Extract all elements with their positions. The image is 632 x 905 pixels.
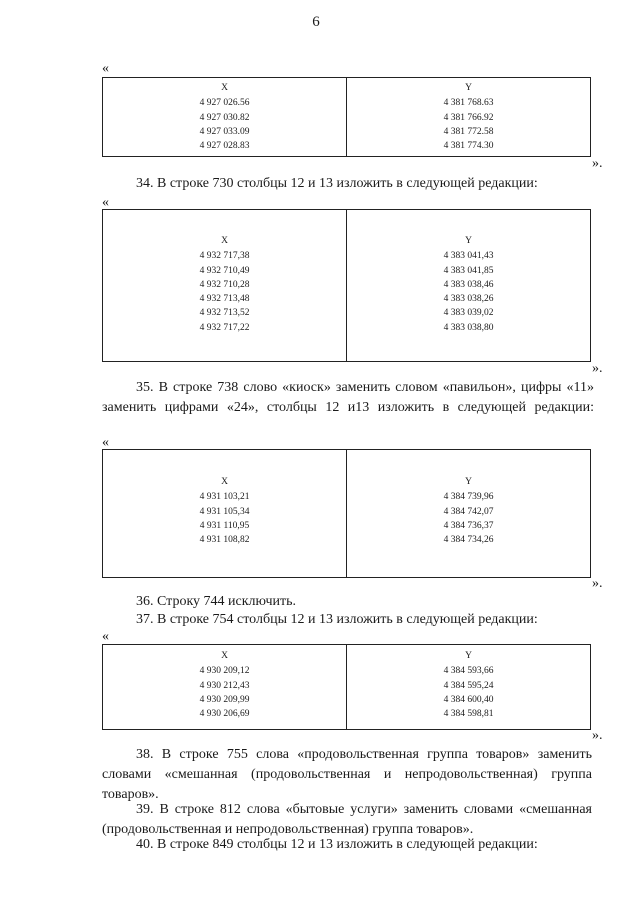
coordinate-cell: 4 383 038,46 <box>443 279 494 290</box>
coordinate-cell: 4 381 774.30 <box>443 141 494 152</box>
coordinates-table <box>102 209 591 362</box>
coordinate-cell: 4 932 717,22 <box>199 322 250 333</box>
coordinate-cell: 4 930 209,12 <box>199 666 250 677</box>
coordinate-cell: 4 381 768.63 <box>443 98 494 109</box>
y-header: Y <box>465 651 472 661</box>
x-column <box>103 645 346 729</box>
coordinate-cell: 4 931 108,82 <box>199 535 250 546</box>
coordinate-cell: 4 932 717,38 <box>199 251 250 262</box>
x-header: X <box>221 477 228 487</box>
coordinate-cell: 4 930 212,43 <box>199 680 250 691</box>
x-header: X <box>221 236 228 246</box>
paragraph-39: 39. В строке 812 слова «бытовые услуги» заменить словами «смешанная (продовольственная и непродовольственная) группа товаров». <box>102 802 592 837</box>
quote-open: « <box>102 195 109 210</box>
coordinates-table <box>102 644 591 730</box>
coordinate-cell: 4 931 105,34 <box>199 506 250 517</box>
quote-close: ». <box>592 576 603 591</box>
coordinate-cell: 4 927 026.56 <box>199 98 250 109</box>
coordinate-cell: 4 932 710,49 <box>199 265 250 276</box>
coordinate-cell: 4 384 739,96 <box>443 492 494 503</box>
coordinate-cell: 4 384 742,07 <box>443 506 494 517</box>
y-header: Y <box>465 83 472 93</box>
page-number: 6 <box>312 14 320 30</box>
x-header: X <box>221 83 228 93</box>
quote-open: « <box>102 61 109 76</box>
paragraph-40: 40. В строке 849 столбцы 12 и 13 изложить в следующей редакции: <box>136 837 538 852</box>
coordinate-cell: 4 930 209,99 <box>199 694 250 705</box>
coordinate-cell: 4 384 595,24 <box>443 680 494 691</box>
x-column <box>103 210 346 361</box>
coordinate-cell: 4 927 030.82 <box>199 112 250 123</box>
coordinate-cell: 4 932 713,48 <box>199 294 250 305</box>
coordinate-cell: 4 927 033.09 <box>199 126 250 137</box>
coordinate-cell: 4 383 038,80 <box>443 322 494 333</box>
quote-open: « <box>102 435 109 450</box>
y-header: Y <box>465 236 472 246</box>
coordinate-cell: 4 383 041,43 <box>443 251 494 262</box>
paragraph-38: 38. В строке 755 слова «продовольственная группа товаров» заменить словами «смешанная (продовольственная и непродовольственная) группа товаров». <box>102 747 592 802</box>
coordinate-cell: 4 930 206,69 <box>199 709 250 720</box>
coordinates-table <box>102 77 591 157</box>
coordinate-cell: 4 383 039,02 <box>443 308 494 319</box>
coordinates-table <box>102 449 591 578</box>
coordinate-cell: 4 932 710,28 <box>199 279 250 290</box>
coordinate-cell: 4 931 110,95 <box>199 520 250 531</box>
coordinate-cell: 4 384 598,81 <box>443 709 494 720</box>
y-column <box>346 450 590 577</box>
y-column <box>346 645 590 729</box>
quote-close: ». <box>592 156 603 171</box>
paragraph-37: 37. В строке 754 столбцы 12 и 13 изложить в следующей редакции: <box>136 612 538 627</box>
coordinate-cell: 4 927 028.83 <box>199 141 250 152</box>
paragraph-34: 34. В строке 730 столбцы 12 и 13 изложить в следующей редакции: <box>136 176 538 191</box>
coordinate-cell: 4 384 736,37 <box>443 520 494 531</box>
paragraph-35: 35. В строке 738 слово «киоск» заменить словом «павильон», цифры «11» заменить цифрами «24», столбцы 12 и13 изложить в следующей редакции: <box>102 380 594 415</box>
y-header: Y <box>465 477 472 487</box>
coordinate-cell: 4 383 041,85 <box>443 265 494 276</box>
coordinate-cell: 4 931 103,21 <box>199 492 250 503</box>
coordinate-cell: 4 932 713,52 <box>199 308 250 319</box>
x-header: X <box>221 651 228 661</box>
coordinate-cell: 4 383 038,26 <box>443 294 494 305</box>
coordinate-cell: 4 381 772.58 <box>443 126 494 137</box>
quote-open: « <box>102 629 109 644</box>
coordinate-cell: 4 384 734,26 <box>443 535 494 546</box>
x-column <box>103 78 346 156</box>
coordinate-cell: 4 384 593,66 <box>443 666 494 677</box>
quote-close: ». <box>592 361 603 376</box>
x-column <box>103 450 346 577</box>
coordinate-cell: 4 384 600,40 <box>443 694 494 705</box>
y-column <box>346 78 590 156</box>
coordinate-cell: 4 381 766.92 <box>443 112 494 123</box>
quote-close: ». <box>592 728 603 743</box>
y-column <box>346 210 590 361</box>
paragraph-36: 36. Строку 744 исключить. <box>136 594 297 609</box>
